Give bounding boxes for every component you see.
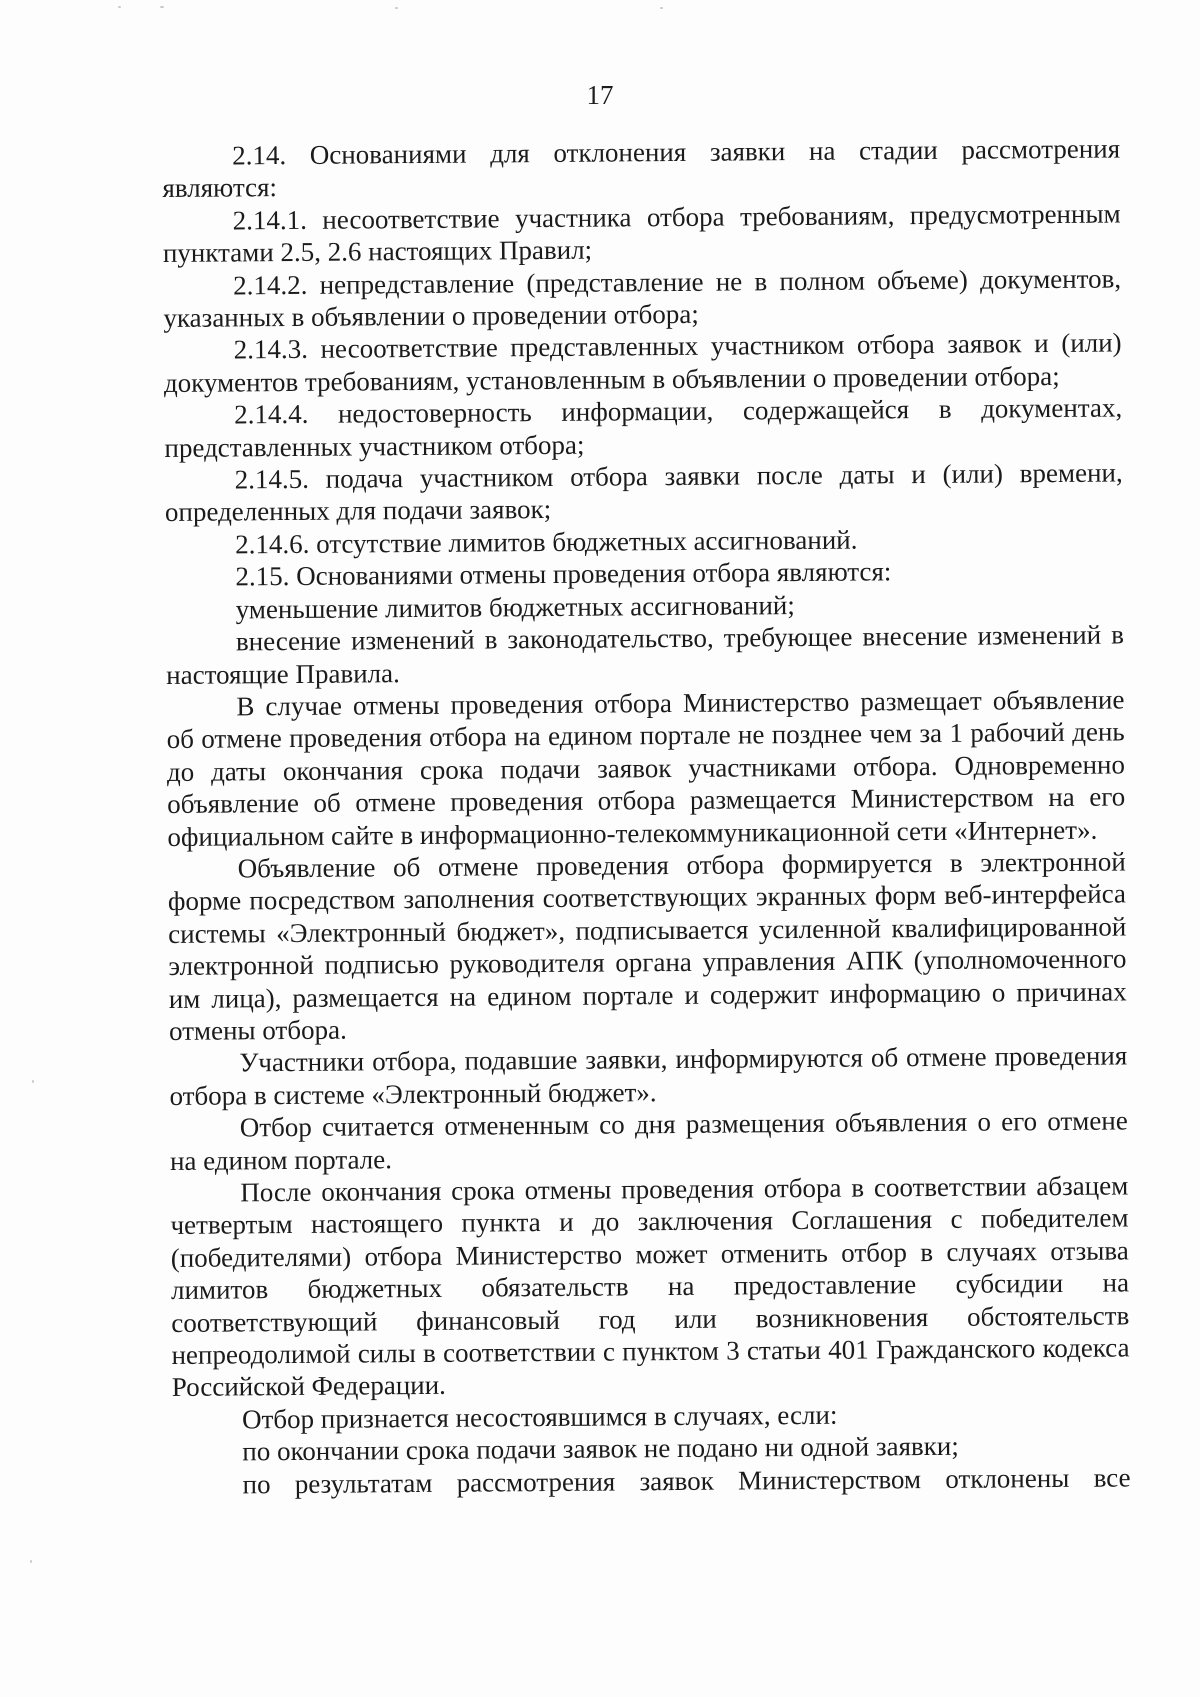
paragraph-all-rejected: по результатам рассмотрения заявок Министерством отклонены все <box>242 1462 1131 1500</box>
paragraph-failed-selection: Отбор признается несостоявшимся в случаях, если: <box>241 1399 838 1435</box>
paragraph-2-14-1: 2.14.1. несоответствие участника отбора требованиям, предусмотренным пунктами 2.5, 2.6 настоящих Правил; <box>162 198 1121 269</box>
paragraph-no-applications: по окончании срока подачи заявок не подано ни одной заявки; <box>242 1431 959 1467</box>
paragraph-2-14: 2.14. Основаниями для отклонения заявки на стадии рассмотрения являются: <box>162 133 1121 204</box>
scan-speck <box>395 7 398 9</box>
paragraph-after-cancellation-term: После окончания срока отмены проведения отбора в соответствии абзацем четвертым настоящего пункта и до заключения Соглашения с победителем (победителями) отбора Министерство может отменить отбор в случаях отзыва лимитов бюджетных обязательств на предоставление субсидии на соответствующий финансовый год или возникновения обстоятельств непреодолимой силы в соответствии с пунктом 3 статьи 401 Гражданского кодекса Российской Федерации. <box>170 1170 1130 1403</box>
scan-speck <box>118 6 121 8</box>
scan-speck <box>160 6 164 8</box>
document-body <box>162 132 1131 1501</box>
paragraph-2-14-4: 2.14.4. недостоверность информации, содержащейся в документах, представленных участником отбора; <box>164 392 1123 463</box>
paragraph-limits-decrease: уменьшение лимитов бюджетных ассигнований; <box>235 589 795 625</box>
paragraph-cancellation-date: Отбор считается отмененным со дня размещения объявления о его отмене на едином портале. <box>169 1105 1128 1176</box>
scan-speck <box>660 7 663 9</box>
paragraph-cancellation-announcement: В случае отмены проведения отбора Министерство размещает объявление об отмене проведения отбора на едином портале не позднее чем за 1 рабочий день до даты окончания срока подачи заявок участниками отбора. Одновременно объявление об отмене проведения отбора размещается Министерством на его официальном сайте в информационно-телекоммуникационной сети «Интернет». <box>166 684 1126 852</box>
paragraph-law-changes: внесение изменений в законодательство, требующее внесение изменений в настоящие Правила. <box>166 619 1125 690</box>
scan-speck <box>32 1080 34 1083</box>
paragraph-2-14-2: 2.14.2. непредставление (представление не в полном объеме) документов, указанных в объявлении о проведении отбора; <box>163 263 1122 334</box>
paragraph-2-15: 2.15. Основаниями отмены проведения отбора являются: <box>235 556 892 592</box>
page-number: 17 <box>586 80 614 110</box>
paragraph-2-14-5: 2.14.5. подача участником отбора заявки после даты и (или) времени, определенных для подачи заявок; <box>164 457 1123 528</box>
paragraph-2-14-6: 2.14.6. отсутствие лимитов бюджетных ассигнований. <box>235 524 858 560</box>
scan-speck <box>30 1560 32 1563</box>
paragraph-announcement-form: Объявление об отмене проведения отбора формируется в электронной форме посредством заполнения соответствующих экранных форм веб-интерфейса системы «Электронный бюджет», подписывается усиленной квалифицированной электронной подписью руководителя органа управления АПК (уполномоченного им лица), размещается на едином портале и содержит информацию о причинах отмены отбора. <box>167 846 1127 1046</box>
paragraph-participants-informed: Участники отбора, подавшие заявки, информируются об отмене проведения отбора в системе «Электронный бюджет». <box>169 1040 1128 1111</box>
paragraph-2-14-3: 2.14.3. несоответствие представленных участником отбора заявок и (или) документов требованиям, установленным в объявлении о проведении отбора; <box>163 327 1122 398</box>
